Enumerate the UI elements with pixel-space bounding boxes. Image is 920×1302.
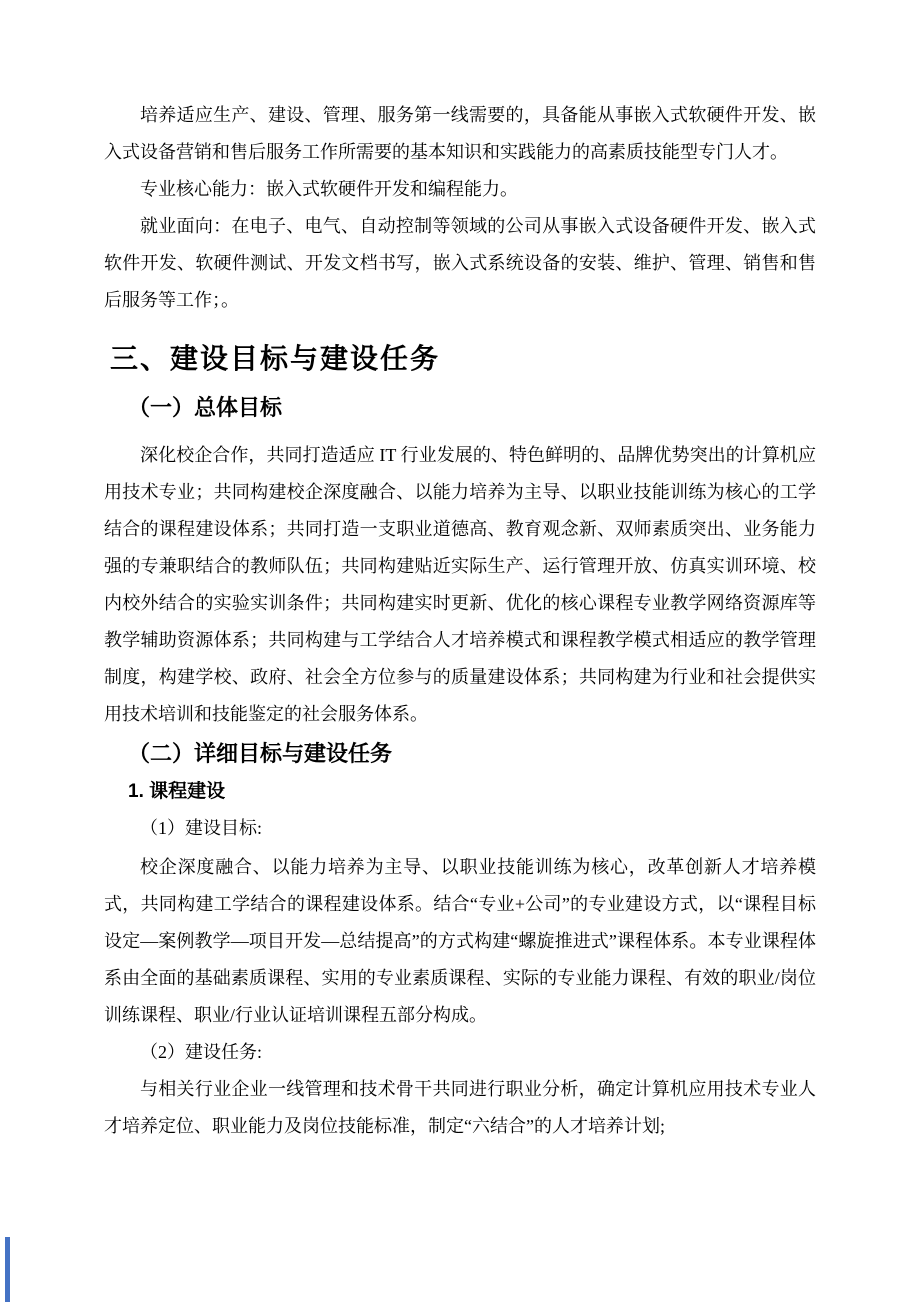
construction-task-label: （2）建设任务: [140, 1042, 263, 1062]
item-heading-course-construction: 1. 课程建设 [128, 781, 226, 802]
page-edge-marker [5, 1237, 10, 1302]
employment-paragraph: 就业面向：在电子、电气、自动控制等领域的公司从事嵌入式设备硬件开发、嵌入式软件开发、软硬件测试、开发文档书写，嵌入式系统设备的安装、维护、管理、销售和售后服务等工作；。 [104, 216, 816, 310]
course-goal-paragraph: 校企深度融合、以能力培养为主导、以职业技能训练为核心，改革创新人才培养模式，共同构建工学结合的课程建设体系。结合“专业+公司”的专业建设方式，以“课程目标设定—案例教学—项目开发—总结提高”的方式构建“螺旋推进式”课程体系。本专业课程体系由全面的基础素质课程、实用的专业素质课程、实际的专业能力课程、有效的职业/岗位训练课程、职业/行业认证培训课程五部分构成。 [104, 857, 816, 1025]
subsection-heading-overall-goal: （一）总体目标 [128, 395, 283, 420]
subsection-heading-detailed-goals: （二）详细目标与建设任务 [128, 741, 393, 766]
overall-goal-paragraph: 深化校企合作，共同打造适应 IT 行业发展的、特色鲜明的、品牌优势突出的计算机应用技术专业；共同构建校企深度融合、以能力培养为主导、以职业技能训练为核心的工学结合的课程建设体系；共同打造一支职业道德高、教育观念新、双师素质突出、业务能力强的专兼职结合的教师队伍；共同构建贴近实际生产、运行管理开放、仿真实训环境、校内校外结合的实验实训条件；共同构建实时更新、优化的核心课程专业教学网络资源库等教学辅助资源体系；共同构建与工学结合人才培养模式和课程教学模式相适应的教学管理制度，构建学校、政府、社会全方位参与的质量建设体系；共同构建为行业和社会提供实用技术培训和技能鉴定的社会服务体系。 [104, 445, 816, 724]
construction-goal-label: （1）建设目标: [140, 818, 263, 838]
core-ability-paragraph: 专业核心能力：嵌入式软硬件开发和编程能力。 [140, 179, 518, 199]
intro-paragraph: 培养适应生产、建设、管理、服务第一线需要的，具备能从事嵌入式软硬件开发、嵌入式设备营销和售后服务工作所需要的基本知识和实践能力的高素质技能型专门人才。 [104, 105, 816, 162]
course-task-paragraph: 与相关行业企业一线管理和技术骨干共同进行职业分析，确定计算机应用技术专业人才培养定位、职业能力及岗位技能标准，制定“六结合”的人才培养计划; [104, 1079, 816, 1136]
document-body [104, 97, 816, 1145]
section-heading-goals-and-tasks: 三、建设目标与建设任务 [110, 343, 441, 374]
